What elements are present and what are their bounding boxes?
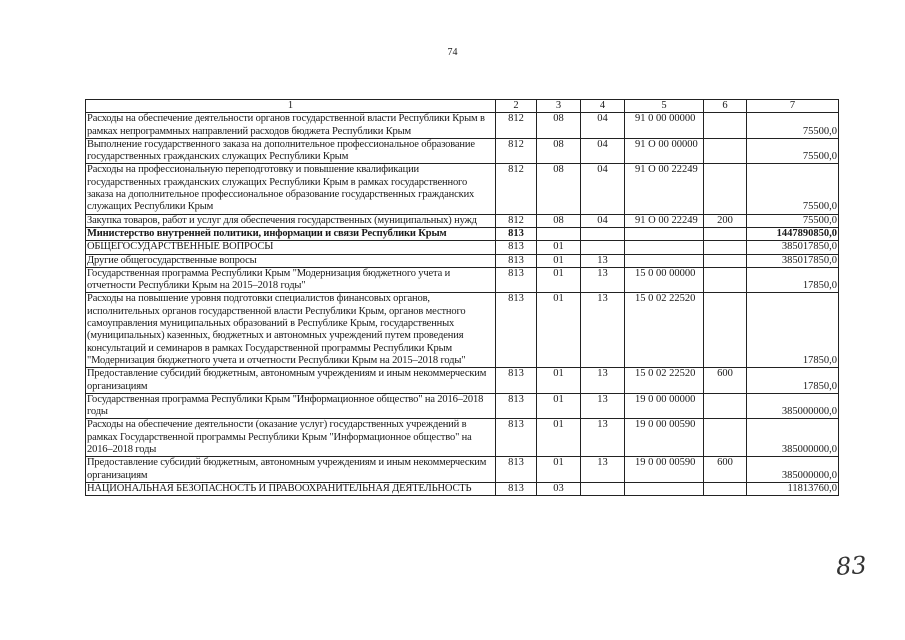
ministry-code-cell: 812	[496, 164, 537, 214]
expense-type-cell: 600	[704, 457, 747, 483]
header-row	[86, 100, 839, 113]
subsection-code-cell: 13	[581, 293, 625, 368]
section-code-cell: 01	[537, 457, 581, 483]
header-cell: 4	[581, 100, 625, 113]
subsection-code-cell: 04	[581, 113, 625, 139]
expense-type-cell	[704, 254, 747, 267]
subsection-code-cell	[581, 241, 625, 254]
expense-name-cell: ОБЩЕГОСУДАРСТВЕННЫЕ ВОПРОСЫ	[86, 241, 496, 254]
expense-type-cell	[704, 267, 747, 293]
section-code-cell	[537, 227, 581, 240]
subsection-code-cell: 13	[581, 393, 625, 419]
header-cell: 1	[86, 100, 496, 113]
section-code-cell: 01	[537, 267, 581, 293]
header-cell: 5	[625, 100, 704, 113]
amount-cell: 75500,0	[747, 138, 839, 164]
subsection-code-cell: 04	[581, 164, 625, 214]
amount-cell: 75500,0	[747, 164, 839, 214]
section-code-cell: 08	[537, 214, 581, 227]
section-code-cell: 08	[537, 138, 581, 164]
table-row	[86, 164, 839, 214]
expense-name-cell: Государственная программа Республики Крым "Модернизация бюджетного учета и отчетности Республики Крым на 2015–2018 годы"	[86, 267, 496, 293]
ministry-code-cell: 813	[496, 419, 537, 457]
table-row	[86, 267, 839, 293]
expense-name-cell: Закупка товаров, работ и услуг для обеспечения государственных (муниципальных) нужд	[86, 214, 496, 227]
target-article-cell	[625, 254, 704, 267]
ministry-code-cell: 813	[496, 254, 537, 267]
header-cell: 7	[747, 100, 839, 113]
table-row	[86, 241, 839, 254]
expense-type-cell	[704, 241, 747, 254]
ministry-code-cell: 813	[496, 241, 537, 254]
ministry-code-cell: 813	[496, 393, 537, 419]
ministry-code-cell: 812	[496, 138, 537, 164]
subsection-code-cell	[581, 482, 625, 495]
ministry-code-cell: 813	[496, 457, 537, 483]
table-row	[86, 214, 839, 227]
table-row	[86, 482, 839, 495]
amount-cell: 385000000,0	[747, 419, 839, 457]
expense-type-cell	[704, 164, 747, 214]
target-article-cell: 15 0 00 00000	[625, 267, 704, 293]
table-row	[86, 227, 839, 240]
table-row	[86, 113, 839, 139]
expense-name-cell: НАЦИОНАЛЬНАЯ БЕЗОПАСНОСТЬ И ПРАВООХРАНИТЕЛЬНАЯ ДЕЯТЕЛЬНОСТЬ	[86, 482, 496, 495]
section-code-cell: 01	[537, 293, 581, 368]
ministry-code-cell: 813	[496, 227, 537, 240]
target-article-cell	[625, 482, 704, 495]
subsection-code-cell: 13	[581, 254, 625, 267]
expense-type-cell: 600	[704, 368, 747, 394]
expense-name-cell: Другие общегосударственные вопросы	[86, 254, 496, 267]
table-row	[86, 138, 839, 164]
amount-cell: 385017850,0	[747, 241, 839, 254]
expense-type-cell	[704, 227, 747, 240]
target-article-cell: 19 0 00 00590	[625, 457, 704, 483]
header-cell: 3	[537, 100, 581, 113]
amount-cell: 75500,0	[747, 113, 839, 139]
subsection-code-cell: 04	[581, 138, 625, 164]
expense-type-cell	[704, 482, 747, 495]
target-article-cell	[625, 241, 704, 254]
expense-name-cell: Выполнение государственного заказа на дополнительное профессиональное образование государственных гражданских служащих Республики Крым	[86, 138, 496, 164]
subsection-code-cell: 13	[581, 368, 625, 394]
amount-cell: 385000000,0	[747, 457, 839, 483]
amount-cell: 17850,0	[747, 368, 839, 394]
ministry-code-cell: 812	[496, 113, 537, 139]
amount-cell: 11813760,0	[747, 482, 839, 495]
ministry-code-cell: 813	[496, 368, 537, 394]
target-article-cell	[625, 227, 704, 240]
section-code-cell: 01	[537, 254, 581, 267]
expense-type-cell	[704, 293, 747, 368]
table-row	[86, 368, 839, 394]
section-code-cell: 01	[537, 393, 581, 419]
expense-name-cell: Расходы на обеспечение деятельности (оказание услуг) государственных учреждений в рамках Государственной программы Республики Крым "Информационное общество" на 2016–2018 годы	[86, 419, 496, 457]
ministry-code-cell: 813	[496, 482, 537, 495]
expense-name-cell: Министерство внутренней политики, информации и связи Республики Крым	[86, 227, 496, 240]
section-code-cell: 01	[537, 419, 581, 457]
expense-name-cell: Предоставление субсидий бюджетным, автономным учреждениям и иным некоммерческим организациям	[86, 457, 496, 483]
expense-type-cell	[704, 393, 747, 419]
table-row	[86, 254, 839, 267]
subsection-code-cell: 13	[581, 419, 625, 457]
subsection-code-cell	[581, 227, 625, 240]
expense-name-cell: Расходы на профессиональную переподготовку и повышение квалификации государственных гражданских служащих Республики Крым в рамках государственного заказа на дополнительное профессиональное образование государственных гражданских служащих Республики Крым	[86, 164, 496, 214]
ministry-code-cell: 813	[496, 293, 537, 368]
page-number: 74	[447, 47, 458, 58]
amount-cell: 1447890850,0	[747, 227, 839, 240]
table-row	[86, 419, 839, 457]
table-row	[86, 393, 839, 419]
subsection-code-cell: 13	[581, 457, 625, 483]
subsection-code-cell: 04	[581, 214, 625, 227]
section-code-cell: 08	[537, 113, 581, 139]
amount-cell: 385000000,0	[747, 393, 839, 419]
ministry-code-cell: 813	[496, 267, 537, 293]
expense-type-cell	[704, 113, 747, 139]
expense-name-cell: Расходы на повышение уровня подготовки специалистов финансовых органов, исполнительных органов государственной власти Республики Крым, органов местного самоуправления муниципальных образований в Республике Крым, государственных (муниципальных) казенных, бюджетных и автономных учреждений путем проведения консультаций и семинаров в рамках Государственной программы Республики Крым "Модернизация бюджетного учета и отчетности Республики Крым на 2015–2018 годы"	[86, 293, 496, 368]
handwritten-page-mark: 83	[835, 550, 868, 582]
section-code-cell: 08	[537, 164, 581, 214]
section-code-cell: 03	[537, 482, 581, 495]
amount-cell: 17850,0	[747, 293, 839, 368]
table-row	[86, 293, 839, 368]
subsection-code-cell: 13	[581, 267, 625, 293]
amount-cell: 17850,0	[747, 267, 839, 293]
expense-name-cell: Предоставление субсидий бюджетным, автономным учреждениям и иным некоммерческим организациям	[86, 368, 496, 394]
target-article-cell: 91 0 00 00000	[625, 113, 704, 139]
target-article-cell: 19 0 00 00590	[625, 419, 704, 457]
budget-table	[85, 99, 839, 496]
header-cell: 2	[496, 100, 537, 113]
expense-type-cell: 200	[704, 214, 747, 227]
target-article-cell: 91 О 00 22249	[625, 214, 704, 227]
target-article-cell: 15 0 02 22520	[625, 293, 704, 368]
target-article-cell: 19 0 00 00000	[625, 393, 704, 419]
target-article-cell: 15 0 02 22520	[625, 368, 704, 394]
ministry-code-cell: 812	[496, 214, 537, 227]
amount-cell: 75500,0	[747, 214, 839, 227]
expense-type-cell	[704, 138, 747, 164]
section-code-cell: 01	[537, 368, 581, 394]
amount-cell: 385017850,0	[747, 254, 839, 267]
expense-name-cell: Расходы на обеспечение деятельности органов государственной власти Республики Крым в рамках непрограммных направлений расходов бюджета Республики Крым	[86, 113, 496, 139]
table-row	[86, 457, 839, 483]
target-article-cell: 91 О 00 00000	[625, 138, 704, 164]
section-code-cell: 01	[537, 241, 581, 254]
expense-name-cell: Государственная программа Республики Крым "Информационное общество" на 2016–2018 годы	[86, 393, 496, 419]
target-article-cell: 91 О 00 22249	[625, 164, 704, 214]
header-cell: 6	[704, 100, 747, 113]
expense-type-cell	[704, 419, 747, 457]
